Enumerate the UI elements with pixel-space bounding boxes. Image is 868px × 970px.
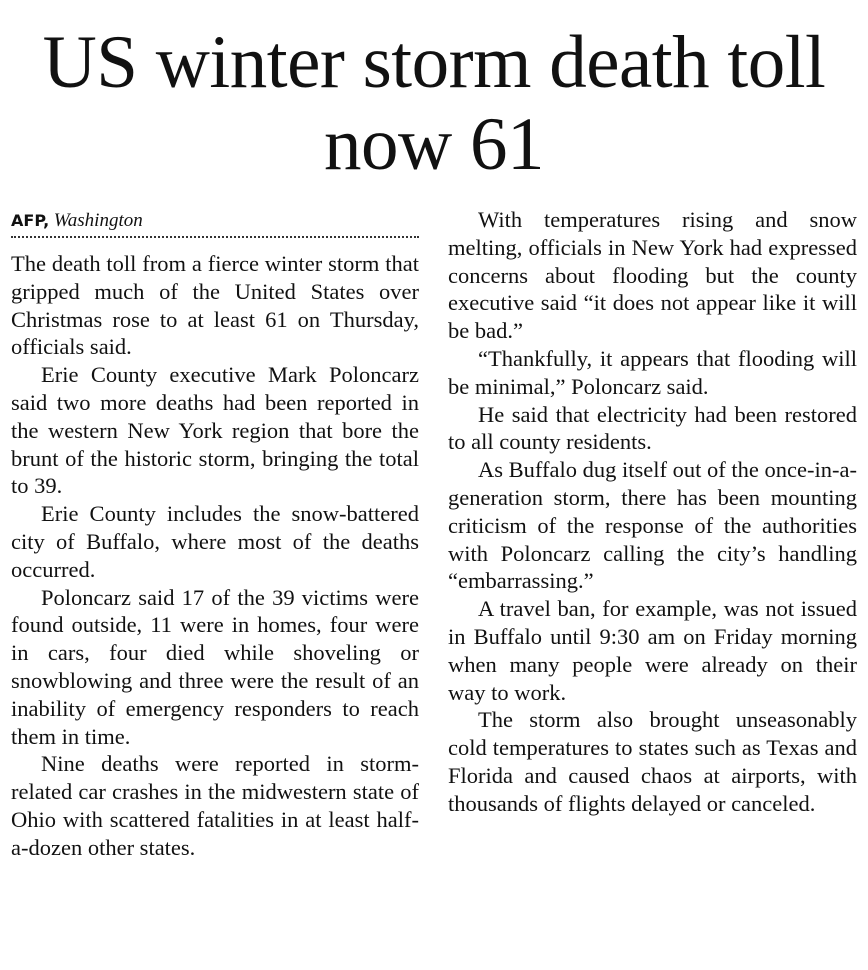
paragraph: Nine deaths were reported in storm-related car crashes in the midwestern state of Ohio with scattered fatalities in at least half-a-dozen other states.	[11, 751, 419, 860]
paragraph: Poloncarz said 17 of the 39 victims were found outside, 11 were in homes, four were in cars, four died while shoveling or snowblowing and three were the result of an inability of emergency responders to reach them in time.	[11, 584, 419, 749]
paragraph: He said that electricity had been restored to all county residents.	[448, 401, 857, 455]
paragraph: Erie County executive Mark Poloncarz said two more deaths had been reported in the western New York region that bore the brunt of the historic storm, bringing the total to 39.	[11, 362, 419, 499]
byline-location: Washington	[53, 210, 143, 231]
paragraph: A travel ban, for example, was not issued in Buffalo until 9:30 am on Friday morning when many people were already on their way to work.	[448, 596, 857, 705]
article-column-left	[11, 206, 419, 862]
paragraph: The storm also brought unseasonably cold temperatures to states such as Texas and Florida and caused chaos at airports, with thousands of flights delayed or canceled.	[448, 707, 857, 816]
paragraph: As Buffalo dug itself out of the once-in-a-generation storm, there has been mounting criticism of the response of the authorities with Poloncarz calling the city’s handling “embarrassing.”	[448, 457, 857, 594]
paragraph: Erie County includes the snow-battered city of Buffalo, where most of the deaths occurred.	[11, 501, 419, 582]
article-column-right	[448, 206, 857, 818]
dotted-divider	[11, 236, 419, 238]
byline-agency: AFP,	[11, 211, 50, 230]
paragraph: With temperatures rising and snow melting, officials in New York had expressed concerns about flooding but the county executive said “it does not appear like it will be bad.”	[448, 207, 857, 344]
byline	[11, 206, 419, 234]
paragraph: The death toll from a fierce winter storm that gripped much of the United States over Christmas rose to at least 61 on Thursday, officials said.	[11, 251, 419, 360]
paragraph: “Thankfully, it appears that flooding will be minimal,” Poloncarz said.	[448, 345, 857, 399]
headline: US winter storm death toll now 61	[42, 21, 826, 186]
